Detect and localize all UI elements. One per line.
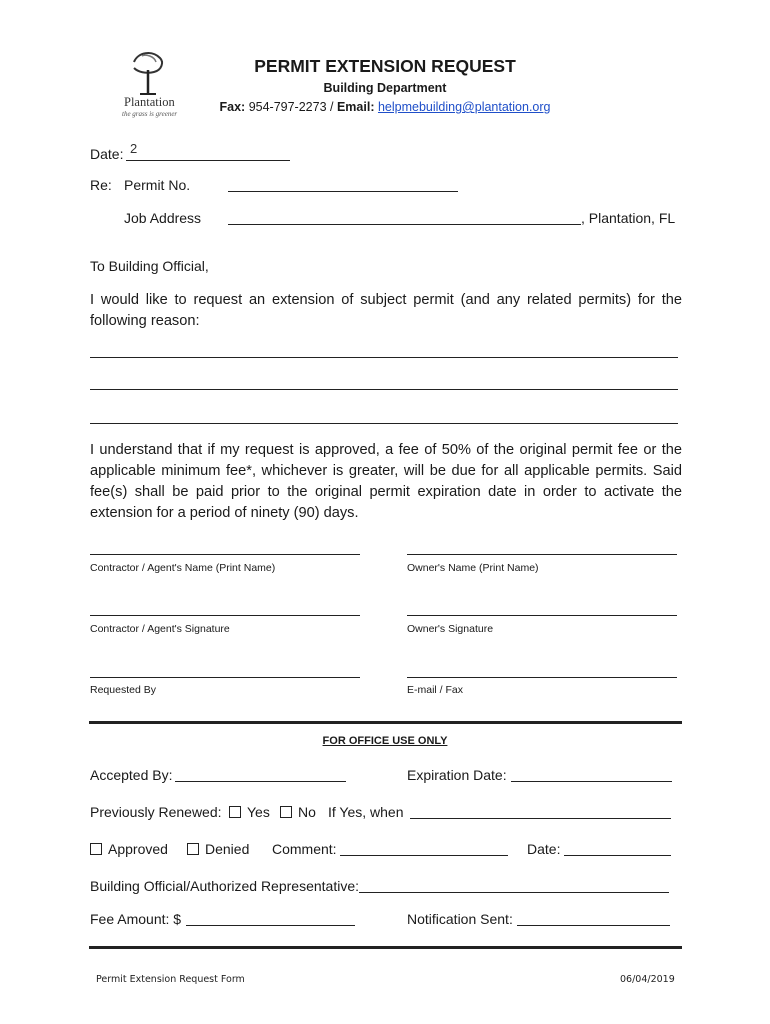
official-label: Building Official/Authorized Representative: xyxy=(90,878,360,894)
owner-signature-line[interactable] xyxy=(407,615,677,616)
logo-wordmark: Plantation xyxy=(124,95,175,109)
accepted-by-field[interactable] xyxy=(175,781,346,782)
contractor-name-caption: Contractor / Agent's Name (Print Name) xyxy=(90,562,276,574)
expiration-date-field[interactable] xyxy=(511,781,672,782)
job-address-label: Job Address xyxy=(124,210,202,226)
requested-by-line[interactable] xyxy=(90,677,360,678)
date-value: 2 xyxy=(130,141,138,156)
denied-option[interactable]: Denied xyxy=(187,841,249,857)
renewed-no-option[interactable]: No xyxy=(280,804,316,820)
if-yes-when-label: If Yes, when xyxy=(328,804,404,820)
approved-option[interactable]: Approved xyxy=(90,841,168,857)
checkbox-icon[interactable] xyxy=(280,806,292,818)
requested-by-caption: Requested By xyxy=(90,684,156,696)
email-fax-caption: E-mail / Fax xyxy=(407,684,464,696)
job-address-field[interactable] xyxy=(228,224,581,225)
contractor-signature-line[interactable] xyxy=(90,615,360,616)
fee-notice-paragraph: I understand that if my request is approved, a fee of 50% of the original permit fee or the applicable minimum fee*, whichever is greater, will be due for all applicable permits. Said fee(s) shall be paid prior to the original permit expiration date in order to activate the extension for a period of ninety (90) days. xyxy=(90,442,682,521)
office-divider-bottom xyxy=(89,946,682,949)
salutation: To Building Official, xyxy=(90,258,209,274)
contractor-signature-caption: Contractor / Agent's Signature xyxy=(90,623,230,635)
fee-amount-label: Fee Amount: $ xyxy=(90,911,182,927)
contact-line xyxy=(0,100,770,114)
request-paragraph: I would like to request an extension of subject permit (and any related permits) for the following reason: xyxy=(90,292,682,329)
date-field[interactable] xyxy=(126,160,290,161)
reason-line-3[interactable] xyxy=(90,423,678,424)
comment-label: Comment: xyxy=(272,841,337,857)
date-row xyxy=(90,146,123,162)
office-use-heading: FOR OFFICE USE ONLY xyxy=(322,735,448,747)
renewed-yes-option[interactable]: Yes xyxy=(229,804,270,820)
reason-line-2[interactable] xyxy=(90,389,678,390)
contractor-name-line[interactable] xyxy=(90,554,360,555)
email-fax-line[interactable] xyxy=(407,677,677,678)
fax-number: 954-797-2273 / xyxy=(248,100,334,114)
date-label: Date: xyxy=(90,146,124,162)
form-title: PERMIT EXTENSION REQUEST xyxy=(254,56,516,76)
comment-field[interactable] xyxy=(340,855,508,856)
owner-signature-caption: Owner's Signature xyxy=(407,623,494,635)
notification-sent-field[interactable] xyxy=(517,925,670,926)
reason-line-1[interactable] xyxy=(90,357,678,358)
department-name: Building Department xyxy=(323,81,447,95)
office-divider-top xyxy=(89,721,682,724)
previously-renewed-label: Previously Renewed: xyxy=(90,804,222,820)
accepted-by-label: Accepted By: xyxy=(90,767,173,783)
footer-revision-date: 06/04/2019 xyxy=(620,974,675,985)
office-date-label: Date: xyxy=(527,841,561,857)
checkbox-icon[interactable] xyxy=(187,843,199,855)
email-label: Email: xyxy=(336,100,375,114)
fax-label: Fax: xyxy=(219,100,246,114)
logo-tagline: the grass is greener xyxy=(122,110,178,118)
renewed-when-field[interactable] xyxy=(410,818,671,819)
owner-name-line[interactable] xyxy=(407,554,677,555)
notification-sent-label: Notification Sent: xyxy=(407,911,513,927)
checkbox-icon[interactable] xyxy=(90,843,102,855)
owner-name-caption: Owner's Name (Print Name) xyxy=(407,562,539,574)
permit-number-field[interactable] xyxy=(228,191,458,192)
re-label: Re: xyxy=(90,177,112,193)
expiration-date-label: Expiration Date: xyxy=(407,767,507,783)
footer-form-name: Permit Extension Request Form xyxy=(96,974,245,985)
fee-amount-field[interactable] xyxy=(186,925,355,926)
job-address-city: , Plantation, FL xyxy=(581,210,676,226)
official-field[interactable] xyxy=(359,892,669,893)
checkbox-icon[interactable] xyxy=(229,806,241,818)
office-date-field[interactable] xyxy=(564,855,671,856)
permit-label: Permit No. xyxy=(124,177,191,193)
email-link[interactable]: helpmebuilding@plantation.org xyxy=(377,100,551,114)
